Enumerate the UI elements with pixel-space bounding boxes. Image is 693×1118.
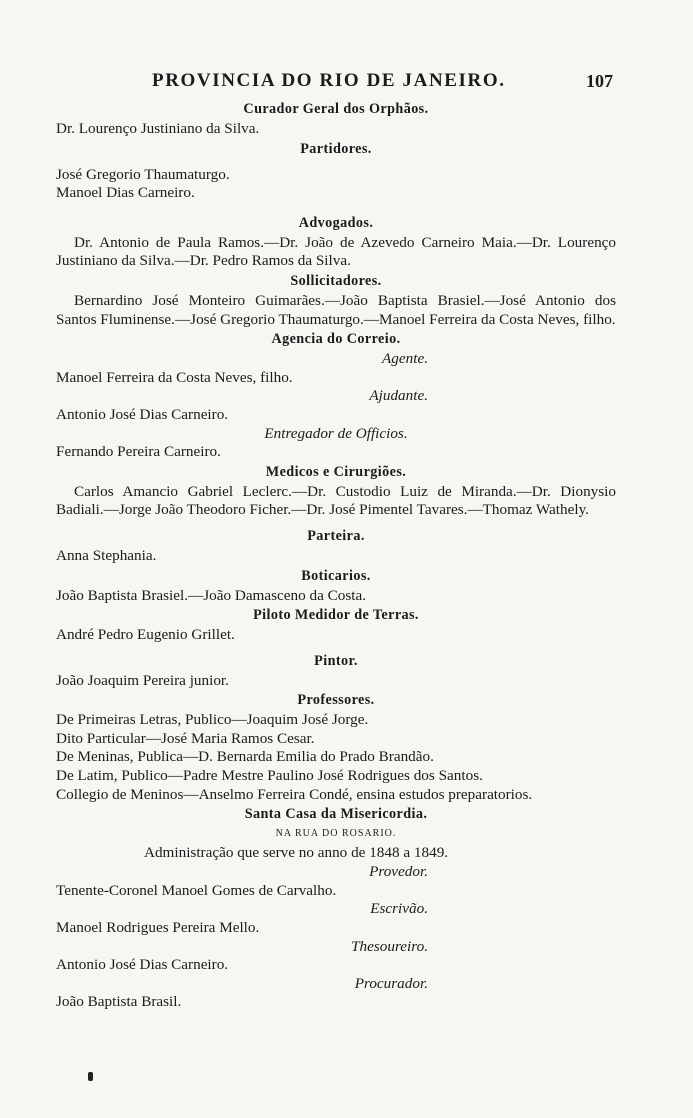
page-body: [56, 99, 616, 1012]
santa-casa-address: NA RUA DO ROSARIO.: [275, 828, 397, 840]
heading-partidores: Partidores.: [300, 140, 372, 157]
page-number: 107: [586, 71, 613, 91]
entregador-label: Entregador de Officios.: [264, 424, 408, 442]
partidor-name: Manoel Dias Carneiro.: [56, 184, 195, 202]
sollicitadores-text: Bernardino José Monteiro Guimarães.—João Baptista Brasiel.—José Antonio dos Santos Fluminense.—José Gregorio Thaumaturgo.—Manoel Ferreira da Costa Neves, filho.: [56, 291, 616, 328]
provedor-name: Tenente-Coronel Manoel Gomes de Carvalho.: [56, 881, 337, 899]
curador-name: Dr. Lourenço Justiniano da Silva.: [56, 120, 260, 137]
heading-professores: Professores.: [297, 692, 375, 709]
agente-label: Agente.: [382, 350, 428, 368]
parteira-name: Anna Stephania.: [56, 546, 157, 564]
piloto-name: André Pedro Eugenio Grillet.: [56, 626, 235, 644]
partidor-name: José Gregorio Thaumaturgo.: [56, 165, 230, 183]
heading-boticarios: Boticarios.: [301, 567, 371, 584]
boticarios-names: João Baptista Brasiel.—João Damasceno da Costa.: [56, 586, 367, 604]
medicos-text: Carlos Amancio Gabriel Leclerc.—Dr. Custodio Luiz de Miranda.—Dr. Dionysio Badiali.—Jorge João Theodoro Ficher.—Dr. José Pimentel Tavares.—Thomaz Wathely.: [56, 482, 616, 519]
professor-line: De Latim, Publico—Padre Mestre Paulino José Rodrigues dos Santos.: [56, 767, 483, 785]
running-header: [0, 70, 693, 96]
professor-line: De Meninas, Publica—D. Bernarda Emilia do Prado Brandão.: [56, 748, 434, 766]
heading-pintor: Pintor.: [314, 652, 358, 669]
procurador-label: Procurador.: [354, 974, 428, 992]
escrivao-name: Manoel Rodrigues Pereira Mello.: [56, 919, 260, 937]
heading-medicos: Medicos e Cirurgiões.: [265, 463, 407, 480]
escrivao-label: Escrivão.: [370, 900, 428, 918]
ajudante-name: Antonio José Dias Carneiro.: [56, 405, 229, 423]
provedor-label: Provedor.: [369, 863, 428, 881]
ajudante-label: Ajudante.: [369, 387, 428, 405]
heading-santa-casa: Santa Casa da Misericordia.: [244, 806, 428, 823]
entregador-name: Fernando Pereira Carneiro.: [56, 443, 221, 461]
professor-line: Collegio de Meninos—Anselmo Ferreira Condé, ensina estudos preparatorios.: [56, 785, 533, 803]
heading-piloto: Piloto Medidor de Terras.: [253, 607, 419, 624]
heading-correio: Agencia do Correio.: [271, 331, 401, 348]
header-title: PROVINCIA DO RIO DE JANEIRO.: [152, 70, 506, 91]
pintor-name: João Joaquim Pereira junior.: [56, 671, 229, 689]
thesoureiro-name: Antonio José Dias Carneiro.: [56, 956, 229, 974]
heading-sollicitadores: Sollicitadores.: [290, 272, 382, 289]
thesoureiro-label: Thesoureiro.: [351, 937, 428, 955]
heading-curador: Curador Geral dos Orphãos.: [243, 101, 429, 117]
professor-line: Dito Particular—José Maria Ramos Cesar.: [56, 729, 315, 747]
professor-line: De Primeiras Letras, Publico—Joaquim José Jorge.: [56, 711, 369, 729]
heading-advogados: Advogados.: [298, 214, 374, 231]
procurador-name: João Baptista Brasil.: [56, 993, 182, 1011]
heading-parteira: Parteira.: [307, 527, 365, 544]
agente-name: Manoel Ferreira da Costa Neves, filho.: [56, 368, 293, 386]
santa-casa-admin: Administração que serve no anno de 1848 a 1849.: [144, 844, 449, 862]
advogados-text: Dr. Antonio de Paula Ramos.—Dr. João de Azevedo Carneiro Maia.—Dr. Lourenço Justiniano da Silva.—Dr. Pedro Ramos da Silva.: [56, 233, 616, 270]
ink-mark: [88, 1072, 93, 1081]
